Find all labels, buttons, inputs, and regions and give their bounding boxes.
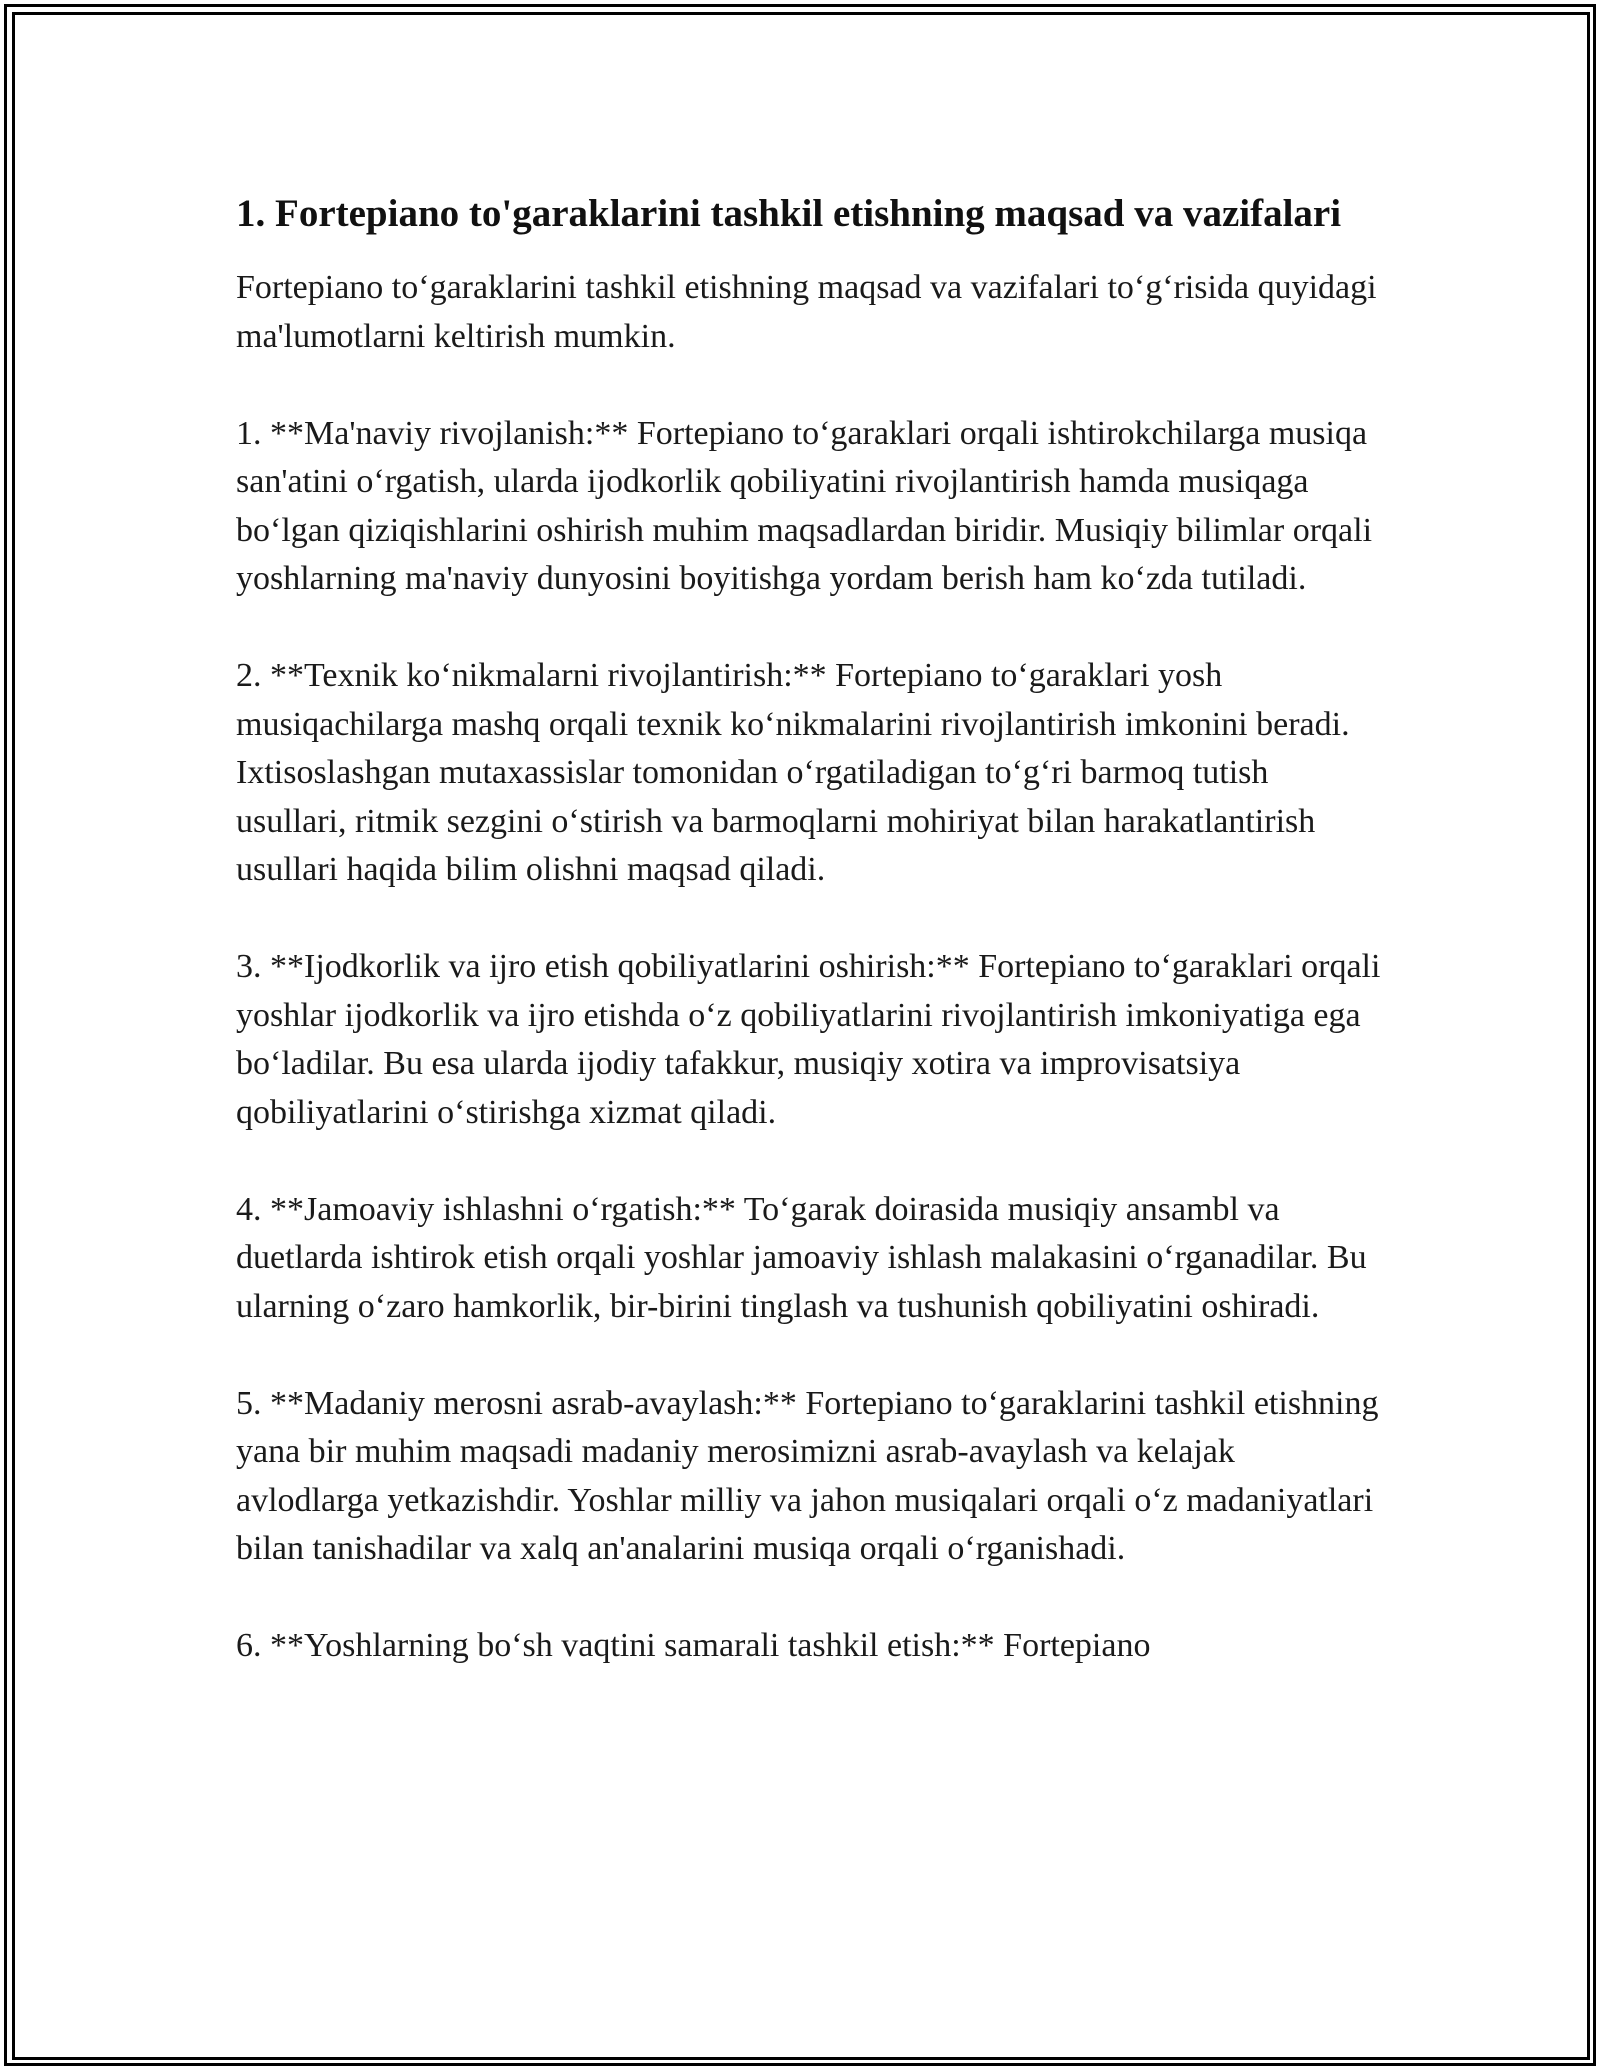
document-title: 1. Fortepiano to'garaklarini tashkil etishning maqsad va vazifalari — [236, 192, 1342, 235]
paragraph-1: 1. **Ma'naviy rivojlanish:** Fortepiano to‘garaklari orqali ishtirokchilarga musiqa san'atini o‘rgatish, ularda ijodkorlik qobiliyatini rivojlantirish hamda musiqaga bo‘lgan qiziqishlarini oshirish muhim maqsadlardan biridir. Musiqiy bilimlar orqali yoshlarning ma'naviy dunyosini boyitishga yordam berish ham ko‘zda tutiladi. — [236, 414, 1373, 597]
document-body — [236, 186, 1386, 1719]
paragraph-5: 5. **Madaniy merosni asrab-avaylash:** Fortepiano to‘garaklarini tashkil etishning yana bir muhim maqsadi madaniy merosimizni asrab-avaylash va kelajak avlodlarga yetkazishdir. Yoshlar milliy va jahon musiqalari orqali o‘z madaniyatlari bilan tanishadilar va xalq an'analarini musiqa orqali o‘rganishadi. — [236, 1384, 1379, 1567]
paragraph-2: 2. **Texnik ko‘nikmalarni rivojlantirish:** Fortepiano to‘garaklari yosh musiqachilarga mashq orqali texnik ko‘nikmalarini rivojlantirish imkonini beradi. Ixtisoslashgan mutaxassislar tomonidan o‘rgatiladigan to‘g‘ri barmoq tutish usullari, ritmik sezgini o‘stirish va barmoqlarni mohiriyat bilan harakatlantirish usullari haqida bilim olishni maqsad qiladi. — [236, 657, 1350, 888]
paragraph-4: 4. **Jamoaviy ishlashni o‘rgatish:** To‘garak doirasida musiqiy ansambl va duetlarda ishtirok etish orqali yoshlar jamoaviy ishlash malakasini o‘rganadilar. Bu ularning o‘zaro hamkorlik, bir-birini tinglash va tushunish qobiliyatini oshiradi. — [236, 1190, 1367, 1325]
paragraph-3: 3. **Ijodkorlik va ijro etish qobiliyatlarini oshirish:** Fortepiano to‘garaklari orqali yoshlar ijodkorlik va ijro etishda o‘z qobiliyatlarini rivojlantirish imkoniyatiga ega bo‘ladilar. Bu esa ularda ijodiy tafakkur, musiqiy xotira va improvisatsiya qobiliyatlarini o‘stirishga xizmat qiladi. — [236, 948, 1381, 1131]
paragraph-6: 6. **Yoshlarning bo‘sh vaqtini samarali tashkil etish:** Fortepiano — [236, 1627, 1151, 1664]
intro-paragraph: Fortepiano to‘garaklarini tashkil etishning maqsad va vazifalari to‘g‘risida quyidagi ma'lumotlarni keltirish mumkin. — [236, 269, 1377, 355]
